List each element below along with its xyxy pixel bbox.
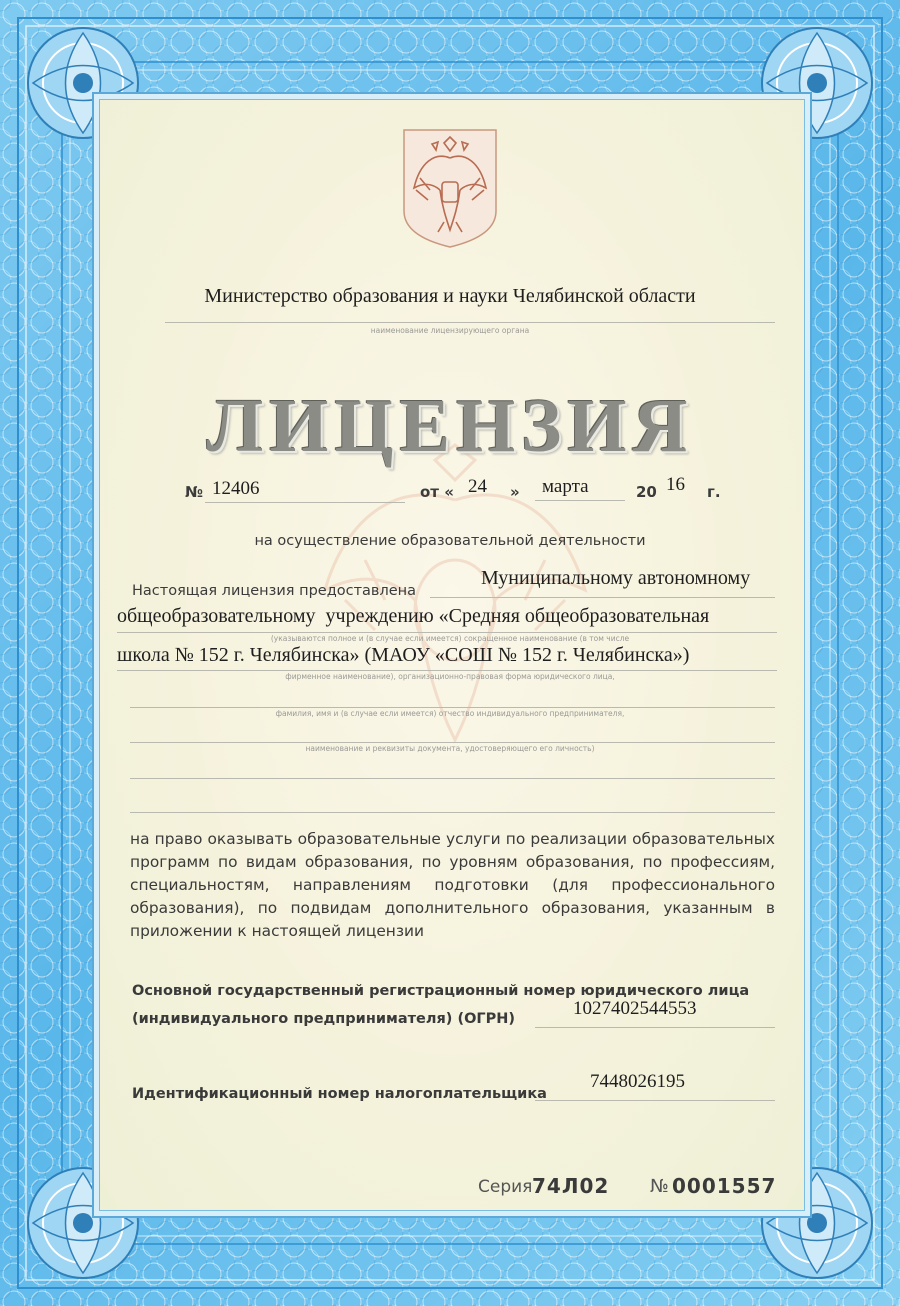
serial-number: 0001557	[672, 1174, 777, 1198]
serial-number-label: №	[650, 1176, 669, 1197]
ogrn-underline	[535, 1027, 775, 1028]
year-prefix: 20	[636, 483, 657, 501]
grantee-line-1: Муниципальному автономному	[481, 567, 751, 589]
year-unit: г.	[707, 483, 721, 501]
number-underline	[205, 502, 405, 503]
authority-underline	[165, 322, 775, 323]
year-suffix: 16	[666, 474, 685, 495]
date-day-close: »	[510, 483, 520, 501]
grantee-underline-7	[130, 812, 775, 813]
inn-value: 7448026195	[590, 1071, 685, 1092]
ogrn-value: 1027402544553	[573, 998, 697, 1019]
license-number: 12406	[212, 478, 260, 499]
grantee-underline-4	[130, 707, 775, 708]
grantee-line-2: общеобразовательному учреждению «Средняя общеобразовательная	[117, 605, 710, 627]
number-label: №	[185, 483, 204, 501]
ogrn-label-line-1: Основной государственный регистрационный номер юридического лица	[132, 983, 750, 999]
grantee-line-3: школа № 152 г. Челябинска» (МАОУ «СОШ № 152 г. Челябинска»)	[117, 644, 690, 666]
grantee-caption-2: фирменное наименование), организационно-правовая форма юридического лица,	[285, 672, 615, 681]
month-underline	[535, 500, 625, 501]
grantee-caption-4: наименование и реквизиты документа, удостоверяющего его личность)	[305, 744, 595, 753]
date-from-label: от «	[420, 483, 454, 501]
rights-paragraph: на право оказывать образовательные услуги по реализации образовательных программ по видам образования, по уровням образования, по профессиям, специальностям, направлениям подготовки (для профессионального образования), по подвидам дополнительного образования, указанным в приложении к настоящей лицензии	[130, 830, 775, 940]
grantee-underline-1	[430, 597, 775, 598]
authority-caption: наименование лицензирующего органа	[370, 326, 530, 335]
series-label: Серия	[478, 1177, 533, 1197]
inn-underline	[535, 1100, 775, 1101]
grantee-underline-6	[130, 778, 775, 779]
grantee-intro: Настоящая лицензия предоставлена	[132, 583, 417, 599]
inn-label: Идентификационный номер налогоплательщика	[132, 1086, 547, 1102]
license-day: 24	[468, 476, 487, 497]
license-month: марта	[542, 476, 589, 497]
license-purpose: на осуществление образовательной деятельности	[254, 533, 646, 549]
grantee-caption-1: (указываются полное и (в случае если имеется) сокращенное наименование (в том числе	[270, 634, 630, 643]
series-value: 74Л02	[532, 1174, 610, 1198]
grantee-underline-2	[117, 632, 777, 633]
grantee-underline-5	[130, 742, 775, 743]
document-title: ЛИЦЕНЗИЯ	[206, 384, 694, 468]
licensing-authority-name: Министерство образования и науки Челябинской области	[204, 285, 696, 307]
grantee-underline-3	[117, 670, 777, 671]
coat-of-arms-icon	[400, 126, 500, 251]
grantee-caption-3: фамилия, имя и (в случае если имеется) отчество индивидуального предпринимателя,	[275, 709, 625, 718]
ogrn-label-line-2: (индивидуального предпринимателя) (ОГРН)	[132, 1011, 516, 1027]
